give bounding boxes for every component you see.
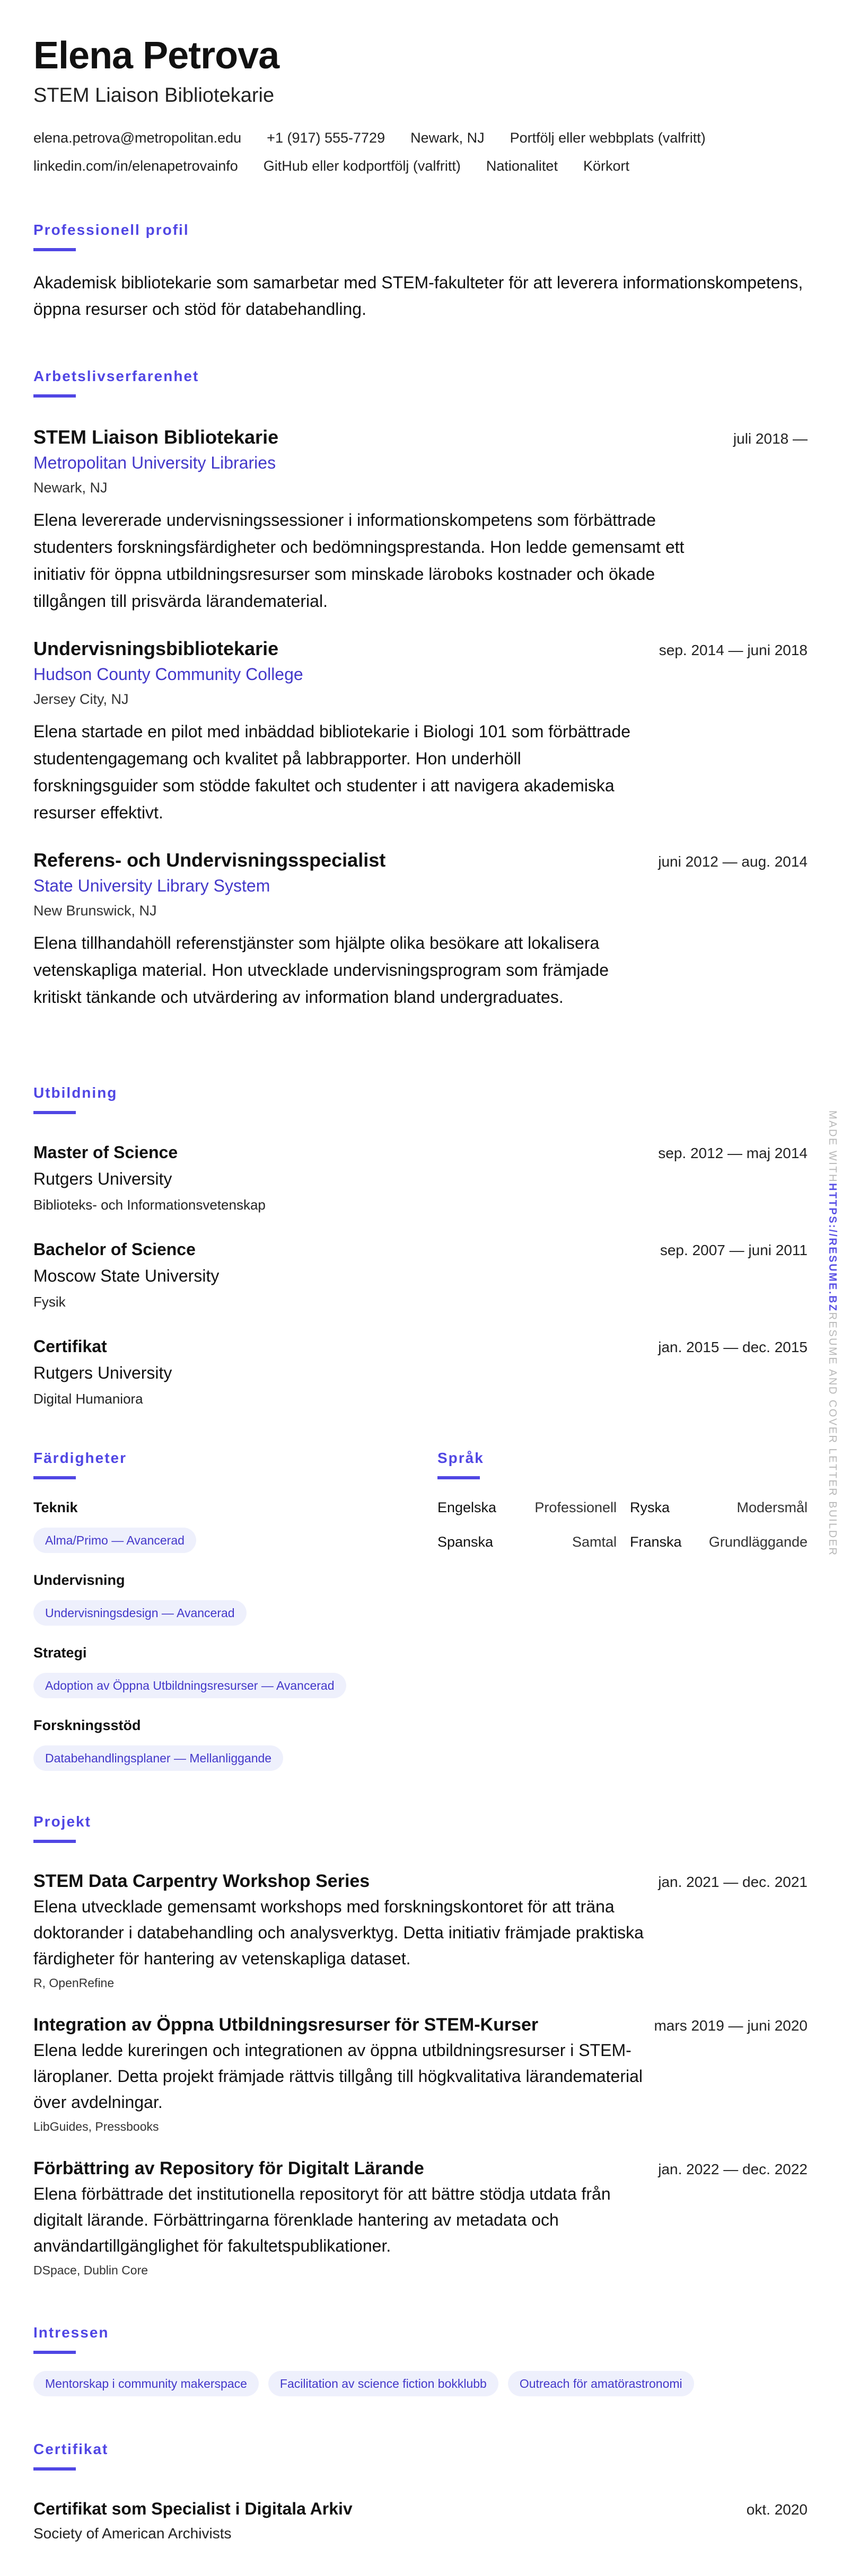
language-name: Engelska	[437, 1499, 497, 1515]
degree: Bachelor of Science	[33, 1240, 196, 1259]
education-section	[33, 1082, 808, 1409]
project-tools: LibGuides, Pressbooks	[33, 2120, 159, 2133]
project-title: Integration av Öppna Utbildningsresurser för STEM-Kurser	[33, 2015, 539, 2035]
language-item	[630, 1497, 808, 1518]
language-list	[437, 1497, 808, 1552]
job-location: New Brunswick, NJ	[33, 903, 157, 919]
heading-underline	[33, 2351, 76, 2354]
job-company: Metropolitan University Libraries	[33, 453, 276, 472]
job-location: Jersey City, NJ	[33, 691, 129, 707]
heading-underline	[33, 394, 76, 398]
project-entry	[33, 1869, 808, 1992]
language-level: Professionell	[534, 1499, 617, 1515]
language-item	[437, 1497, 617, 1518]
interest-tag: Outreach för amatörastronomi	[508, 2371, 694, 2396]
skill-tag: Adoption av Öppna Utbildningsresurser — Avancerad	[33, 1673, 346, 1698]
made-with-watermark	[826, 1110, 838, 1556]
interest-list	[33, 2361, 808, 2396]
section-heading: Utbildning	[33, 1084, 118, 1101]
certificate-title: Certifikat som Specialist i Digitala Arkiv	[33, 2499, 353, 2518]
section-heading: Språk	[437, 1450, 484, 1466]
education-entry	[33, 1335, 808, 1409]
education-entry	[33, 1141, 808, 1215]
language-item	[630, 1531, 808, 1552]
section-heading: Certifikat	[33, 2441, 109, 2457]
job-title: STEM Liaison Bibliotekarie	[33, 426, 279, 448]
education-date: sep. 2012 — maj 2014	[658, 1145, 808, 1161]
school: Rutgers University	[33, 1363, 172, 1382]
skill-category: Teknik	[33, 1499, 78, 1515]
section-heading: Arbetslivserfarenhet	[33, 368, 199, 384]
skill-category: Forskningsstöd	[33, 1717, 141, 1733]
school: Rutgers University	[33, 1169, 172, 1188]
profile-section	[33, 219, 808, 322]
project-title: Förbättring av Repository för Digitalt Lärande	[33, 2158, 424, 2178]
language-level: Grundläggande	[708, 1534, 808, 1550]
job-description: Elena startade en pilot med inbäddad bibliotekarie i Biologi 101 som förbättrade studentengagemang och kvalitet på labbrapporter. Hon underhöll forskningsguider som stödde fakultet och studenter i att navigera akademiska resurser effektivt.	[33, 722, 631, 822]
certificates-section	[33, 2439, 808, 2544]
field-of-study: Biblioteks- och Informationsvetenskap	[33, 1197, 266, 1213]
job-company: Hudson County Community College	[33, 665, 303, 684]
project-entry	[33, 2156, 808, 2280]
language-name: Spanska	[437, 1534, 494, 1550]
candidate-name: Elena Petrova	[33, 34, 279, 77]
profile-text: Akademisk bibliotekarie som samarbetar med STEM-fakulteter för att leverera informationskompetens, öppna resurser och stöd för databehandling.	[33, 273, 803, 319]
heading-underline	[33, 1111, 76, 1114]
candidate-title: STEM Liaison Bibliotekarie	[33, 84, 275, 107]
nationality: Nationalitet	[486, 158, 558, 174]
skill-category: Undervisning	[33, 1572, 125, 1588]
skill-tag: Databehandlingsplaner — Mellanliggande	[33, 1745, 283, 1771]
language-item	[437, 1531, 617, 1552]
contact-info	[33, 127, 808, 183]
linkedin-link[interactable]: linkedin.com/in/elenapetrovainfo	[33, 158, 238, 174]
job-entry	[33, 636, 808, 826]
education-date: sep. 2007 — juni 2011	[660, 1242, 808, 1258]
project-tools: R, OpenRefine	[33, 1976, 115, 1990]
interest-tag: Mentorskap i community makerspace	[33, 2371, 259, 2396]
phone-link[interactable]: +1 (917) 555-7729	[267, 130, 385, 146]
field-of-study: Digital Humaniora	[33, 1391, 143, 1407]
certificate-date: okt. 2020	[746, 2501, 808, 2518]
skill-category: Strategi	[33, 1645, 87, 1661]
job-entry	[33, 848, 808, 1011]
project-title: STEM Data Carpentry Workshop Series	[33, 1871, 370, 1891]
interest-tag: Facilitation av science fiction bokklubb	[268, 2371, 498, 2396]
language-level: Samtal	[572, 1534, 617, 1550]
project-tools: DSpace, Dublin Core	[33, 2263, 148, 2277]
job-date: sep. 2014 — juni 2018	[659, 642, 808, 658]
project-date: jan. 2021 — dec. 2021	[658, 1874, 808, 1890]
projects-section	[33, 1811, 808, 2280]
job-date: juli 2018 —	[733, 430, 808, 447]
project-description: Elena ledde kureringen och integrationen av öppna utbildningsresurser i STEM-läroplaner. Detta projekt främjade rättvis tillgång till högkvalitativa lärandematerial över avdelningar.	[33, 2041, 643, 2112]
github-link[interactable]: GitHub eller kodportfölj (valfritt)	[263, 158, 461, 174]
education-entry	[33, 1238, 808, 1312]
job-title: Referens- och Undervisningsspecialist	[33, 849, 386, 871]
experience-section	[33, 366, 808, 1011]
contact-row	[33, 127, 808, 148]
contact-row	[33, 155, 808, 177]
degree: Certifikat	[33, 1337, 107, 1356]
drivers-license: Körkort	[583, 158, 629, 174]
skills-section	[33, 1448, 405, 1771]
language-level: Modersmål	[736, 1499, 808, 1515]
skill-tag: Alma/Primo — Avancerad	[33, 1528, 196, 1553]
section-heading: Projekt	[33, 1813, 91, 1830]
language-name: Ryska	[630, 1499, 670, 1515]
job-company: State University Library System	[33, 876, 270, 895]
job-title: Undervisningsbibliotekarie	[33, 638, 279, 659]
section-heading: Professionell profil	[33, 222, 189, 238]
heading-underline	[33, 1840, 76, 1843]
heading-underline	[33, 2467, 76, 2471]
certificate-entry	[33, 2497, 808, 2544]
job-date: juni 2012 — aug. 2014	[658, 853, 808, 870]
location: Newark, NJ	[410, 130, 485, 146]
watermark-link[interactable]: HTTPS://RESUME.BZ	[827, 1183, 838, 1312]
skill-tag: Undervisningsdesign — Avancerad	[33, 1600, 247, 1626]
education-date: jan. 2015 — dec. 2015	[658, 1339, 808, 1355]
heading-underline	[437, 1476, 480, 1479]
watermark-prefix: MADE WITH	[827, 1110, 838, 1183]
project-description: Elena förbättrade det institutionella repositoryt för att bättre stödja utdata från digitalt lärande. Förbättringarna förenklade hantering av metadata och användartillgänglighet för fakultetspublikationer.	[33, 2184, 611, 2255]
field-of-study: Fysik	[33, 1294, 66, 1310]
school: Moscow State University	[33, 1266, 220, 1285]
section-heading: Färdigheter	[33, 1450, 127, 1466]
languages-section	[437, 1448, 808, 1552]
degree: Master of Science	[33, 1143, 178, 1162]
certificate-issuer: Society of American Archivists	[33, 2525, 232, 2542]
project-date: mars 2019 — juni 2020	[654, 2017, 808, 2034]
interests-section	[33, 2322, 808, 2396]
job-description: Elena levererade undervisningssessioner i informationskompetens som förbättrade studenters forskningsfärdigheter och bedömningsprestanda. Hon ledde gemensamt ett initiativ för öppna utbildningsresurser som minskade läroboks kostnader och ökade tillgången till prisvärda lärandematerial.	[33, 510, 685, 611]
section-heading: Intressen	[33, 2324, 109, 2341]
heading-underline	[33, 1476, 76, 1479]
job-description: Elena tillhandahöll referenstjänster som hjälpte olika besökare att lokalisera vetenskapliga material. Hon utvecklade undervisningsprogram som främjade kritiskt tänkande och utvärdering av information bland undergraduates.	[33, 933, 609, 1007]
language-name: Franska	[630, 1534, 682, 1550]
project-entry	[33, 2013, 808, 2136]
portfolio-link[interactable]: Portfölj eller webbplats (valfritt)	[510, 130, 706, 146]
project-description: Elena utvecklade gemensamt workshops med forskningskontoret för att träna doktorander i databehandling och analysverktyg. Detta initiativ främjade praktiska färdigheter för hantering av vetenskapliga dataset.	[33, 1897, 644, 1968]
job-location: Newark, NJ	[33, 480, 108, 496]
project-date: jan. 2022 — dec. 2022	[658, 2161, 808, 2177]
heading-underline	[33, 248, 76, 251]
email-link[interactable]: elena.petrova@metropolitan.edu	[33, 130, 242, 146]
job-entry	[33, 425, 808, 615]
watermark-suffix: RESUME AND COVER LETTER BUILDER	[827, 1312, 838, 1557]
